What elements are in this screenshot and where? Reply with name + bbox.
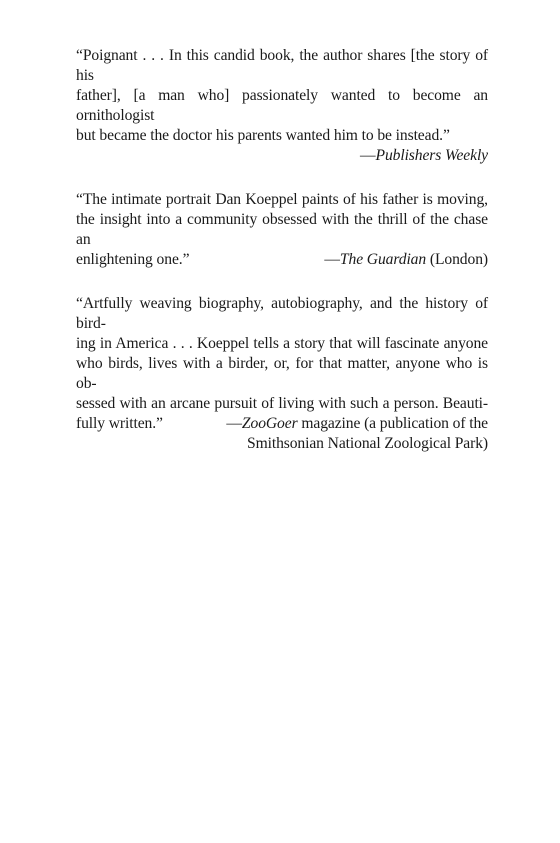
attribution-source: Publishers Weekly — [375, 147, 488, 164]
blurb-attribution — [324, 250, 488, 270]
attribution-dash: — — [360, 147, 376, 164]
attribution-source: The Guardian — [339, 251, 427, 268]
attribution-extra: (London) — [426, 251, 488, 268]
praise-page — [76, 46, 488, 478]
attribution-extra: magazine (a publication of the — [297, 415, 488, 432]
blurb-attribution-line2: Smithsonian National Zoological Park) — [247, 435, 488, 452]
blurb-line: “Poignant . . . In this candid book, the author shares [the story of his — [76, 47, 488, 84]
blurb-last-line — [76, 414, 488, 434]
blurb-the-guardian — [76, 190, 488, 270]
blurb-line: who birds, lives with a birder, or, for that matter, anyone who is ob- — [76, 355, 488, 392]
blurb-line: sessed with an arcane pursuit of living with such a person. Beauti- — [76, 395, 488, 412]
blurb-line: father], [a man who] passionately wanted to become an ornithologist — [76, 87, 488, 124]
blurb-line: the insight into a community obsessed with the thrill of the chase an — [76, 211, 488, 248]
blurb-zoogoer — [76, 294, 488, 454]
blurb-line: ing in America . . . Koeppel tells a story that will fascinate anyone — [76, 335, 488, 352]
blurb-line: “Artfully weaving biography, autobiography, and the history of bird- — [76, 295, 488, 332]
blurb-publishers-weekly — [76, 46, 488, 166]
attribution-dash: — — [324, 251, 340, 268]
blurb-attribution — [76, 146, 488, 166]
blurb-line: but became the doctor his parents wanted him to be instead.” — [76, 127, 450, 144]
blurb-attribution — [226, 414, 488, 434]
attribution-source: ZooGoer — [241, 415, 298, 432]
blurb-line: enlightening one.” — [76, 251, 190, 268]
attribution-dash: — — [226, 415, 242, 432]
blurb-line: “The intimate portrait Dan Koeppel paints of his father is moving, — [76, 191, 488, 208]
blurb-last-line — [76, 250, 488, 270]
blurb-line: fully written.” — [76, 415, 163, 432]
